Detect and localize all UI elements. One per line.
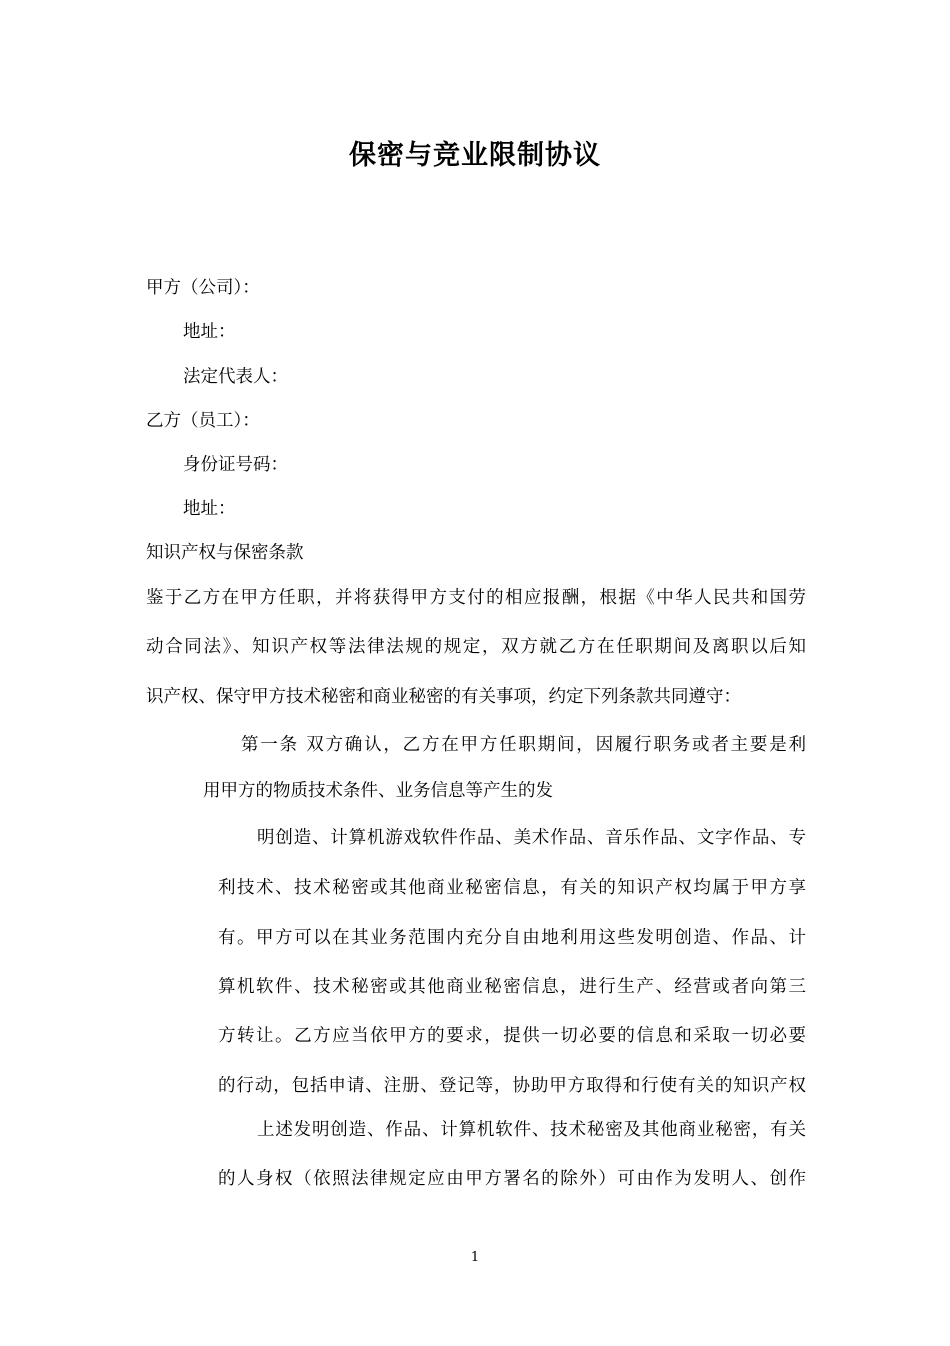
article-1-body-line: 利技术、技术秘密或其他商业秘密信息，有关的知识产权均属于甲方享 [218, 878, 806, 898]
article-1-line: 第一条 双方确认，乙方在甲方任职期间，因履行职务或者主要是利 [241, 735, 806, 755]
article-1-body-line: 上述发明创造、作品、计算机软件、技术秘密及其他商业秘密，有关 [257, 1120, 806, 1140]
section-heading: 知识产权与保密条款 [146, 543, 304, 563]
preamble-line: 动合同法》、知识产权等法律法规的规定，双方就乙方在任职期间及离职以后知 [146, 637, 806, 657]
article-1-body-line: 算机软件、技术秘密或其他商业秘密信息，进行生产、经营或者向第三 [218, 977, 806, 997]
article-1-body-line: 的行动，包括申请、注册、登记等，协助甲方取得和行使有关的知识产权 [218, 1076, 806, 1096]
party-a-label: 甲方（公司）： [146, 278, 260, 298]
article-1-body-line: 的人身权（依照法律规定应由甲方署名的除外）可由作为发明人、创作 [218, 1169, 806, 1189]
preamble-line: 鉴于乙方在甲方任职，并将获得甲方支付的相应报酬，根据《中华人民共和国劳 [146, 588, 806, 608]
article-1-body-line: 方转让。乙方应当依甲方的要求，提供一切必要的信息和采取一切必要 [218, 1026, 806, 1046]
party-a-representative-label: 法定代表人： [183, 367, 288, 387]
party-b-address-label: 地址： [183, 499, 236, 519]
document-title: 保密与竞业限制协议 [349, 140, 601, 171]
party-b-id-label: 身份证号码： [183, 455, 288, 475]
party-a-address-label: 地址： [183, 322, 236, 342]
page-number: 1 [470, 1250, 480, 1265]
article-1-body-line: 明创造、计算机游戏软件作品、美术作品、音乐作品、文字作品、专 [257, 828, 806, 848]
preamble-line: 识产权、保守甲方技术秘密和商业秘密的有关事项，约定下列条款共同遵守： [146, 687, 741, 707]
party-b-label: 乙方（员工）： [146, 411, 260, 431]
article-1-line: 用甲方的物质技术条件、业务信息等产生的发 [203, 781, 553, 801]
article-1-body-line: 有。甲方可以在其业务范围内充分自由地利用这些发明创造、作品、计 [218, 928, 806, 948]
